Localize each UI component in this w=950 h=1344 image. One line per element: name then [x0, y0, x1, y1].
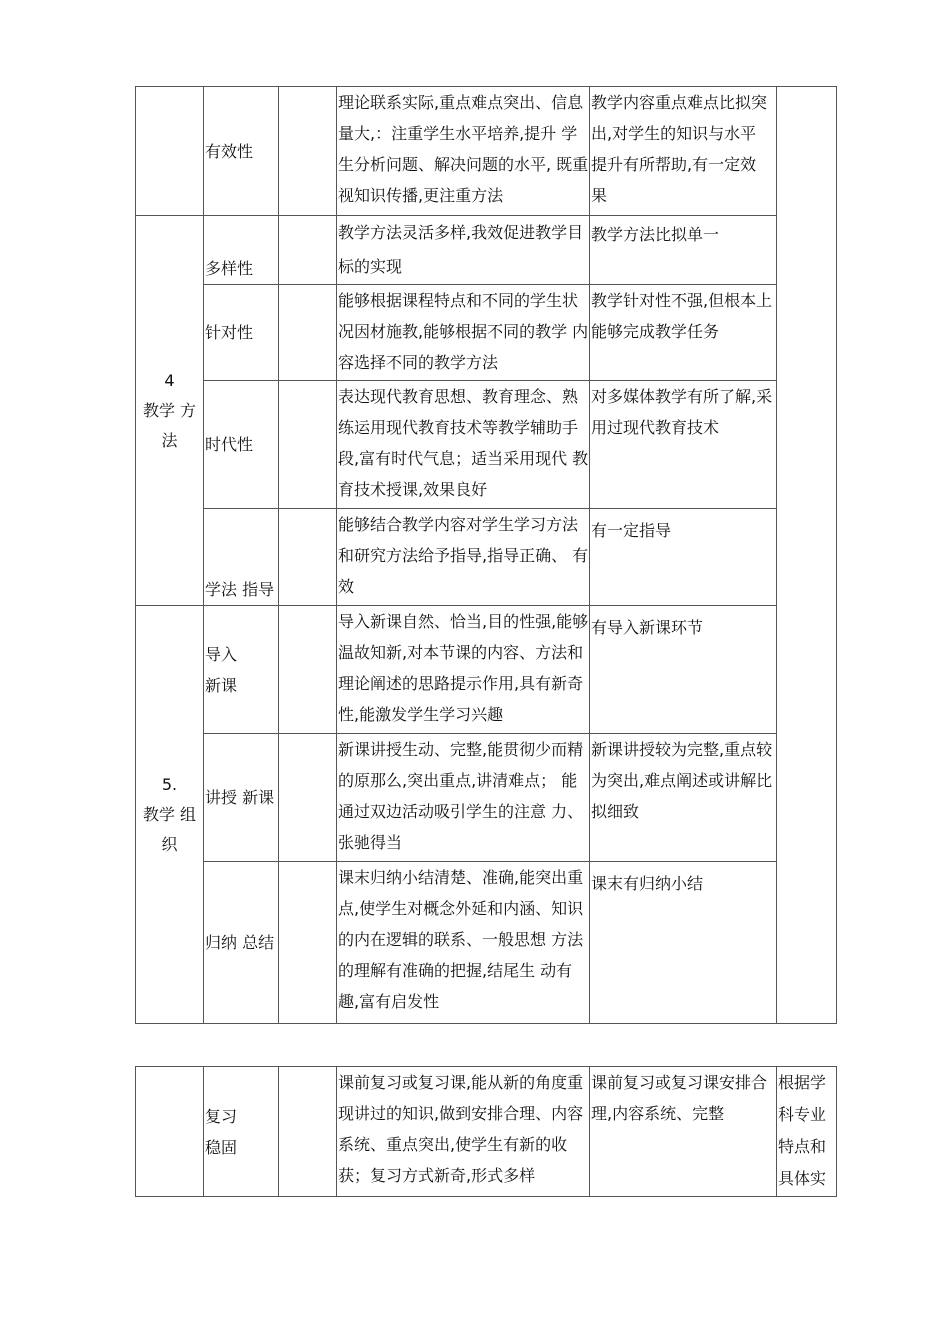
blank-cell: [279, 509, 337, 606]
category-teaching-organization: 5. 教学 组 织: [136, 606, 204, 1024]
evaluation-cell: 教学针对性不强,但根本上能够完成教学任务: [590, 285, 777, 381]
blank-cell: [279, 1067, 337, 1197]
standard-cell: 能够根据课程特点和不同的学生状 况因材施教,能够根据不同的教学 内容选择不同的教学方法: [337, 285, 590, 381]
sub-item-review: 复习 稳固: [204, 1067, 279, 1197]
standard-cell: 课前复习或复习课,能从新的角度重现讲过的知识,做到安排合理、内容系统、重点突出,使学生有新的收获；复习方式新奇,形式多样: [337, 1067, 590, 1197]
category-cell-empty: [136, 87, 204, 216]
evaluation-cell: 课前复习或复习课安排合 理,内容系统、完整: [590, 1067, 777, 1197]
blank-cell: [279, 87, 337, 216]
blank-cell: [279, 381, 337, 509]
standard-cell: 新课讲授生动、完整,能贯彻少而精的原那么,突出重点,讲清难点； 能通过双边活动吸引学生的注意 力、张驰得当: [337, 734, 590, 862]
sub-item-modernity: 时代性: [204, 381, 279, 509]
evaluation-cell: 教学内容重点难点比拟突 出,对学生的知识与水平 提升有所帮助,有一定效 果: [590, 87, 777, 216]
standard-cell: 表达现代教育思想、教育理念、熟 练运用现代教育技术等教学辅助手 段,富有时代气息；适当采用现代 教育技术授课,效果良好: [337, 381, 590, 509]
evaluation-cell: 有一定指导: [590, 509, 777, 606]
evaluation-cell: 课末有归纳小结: [590, 862, 777, 1024]
category-teaching-method: 4 教学 方 法: [136, 216, 204, 606]
standard-cell: 导入新课自然、恰当,目的性强,能够温故知新,对本节课的内容、方法和理论阐述的思路提示作用,具有新奇性,能激发学生学习兴趣: [337, 606, 590, 734]
evaluation-cell: 对多媒体教学有所了解,采用过现代教育技术: [590, 381, 777, 509]
remark-cell: [777, 87, 837, 1024]
sub-item-introduce-new-lesson: 导入 新课: [204, 606, 279, 734]
blank-cell: [279, 734, 337, 862]
blank-cell: [279, 285, 337, 381]
sub-item-effectiveness: 有效性: [204, 87, 279, 216]
standard-cell: 能够结合教学内容对学生学习方法 和研究方法给予指导,指导正确、 有效: [337, 509, 590, 606]
evaluation-cell: 教学方法比拟单一: [590, 216, 777, 285]
evaluation-cell: 新课讲授较为完整,重点较为突出,难点阐述或讲解比拟细致: [590, 734, 777, 862]
remark-cell: 根据学科专业特点和具体实: [777, 1067, 837, 1197]
evaluation-table-1: [135, 86, 837, 1024]
standard-cell: 理论联系实际,重点难点突出、信息量大,：注重学生水平培养,提升 学生分析问题、解决问题的水平, 既重视知识传播,更注重方法: [337, 87, 590, 216]
sub-item-teach-new-lesson: 讲授 新课: [204, 734, 279, 862]
sub-item-diversity: 多样性: [204, 216, 279, 285]
sub-item-learning-guidance: 学法 指导: [204, 509, 279, 606]
blank-cell: [279, 862, 337, 1024]
sub-item-summary: 归纳 总结: [204, 862, 279, 1024]
evaluation-table-2: [135, 1066, 837, 1197]
blank-cell: [279, 216, 337, 285]
sub-item-targeting: 针对性: [204, 285, 279, 381]
standard-cell: 课末归纳小结清楚、准确,能突出重点,使学生对概念外延和内涵、知识的内在逻辑的联系、一般思想 方法的理解有准确的把握,结尾生 动有趣,富有启发性: [337, 862, 590, 1024]
blank-cell: [279, 606, 337, 734]
standard-cell: 教学方法灵活多样,我效促进教学目标的实现: [337, 216, 590, 285]
evaluation-cell: 有导入新课环节: [590, 606, 777, 734]
category-cell-empty: [136, 1067, 204, 1197]
